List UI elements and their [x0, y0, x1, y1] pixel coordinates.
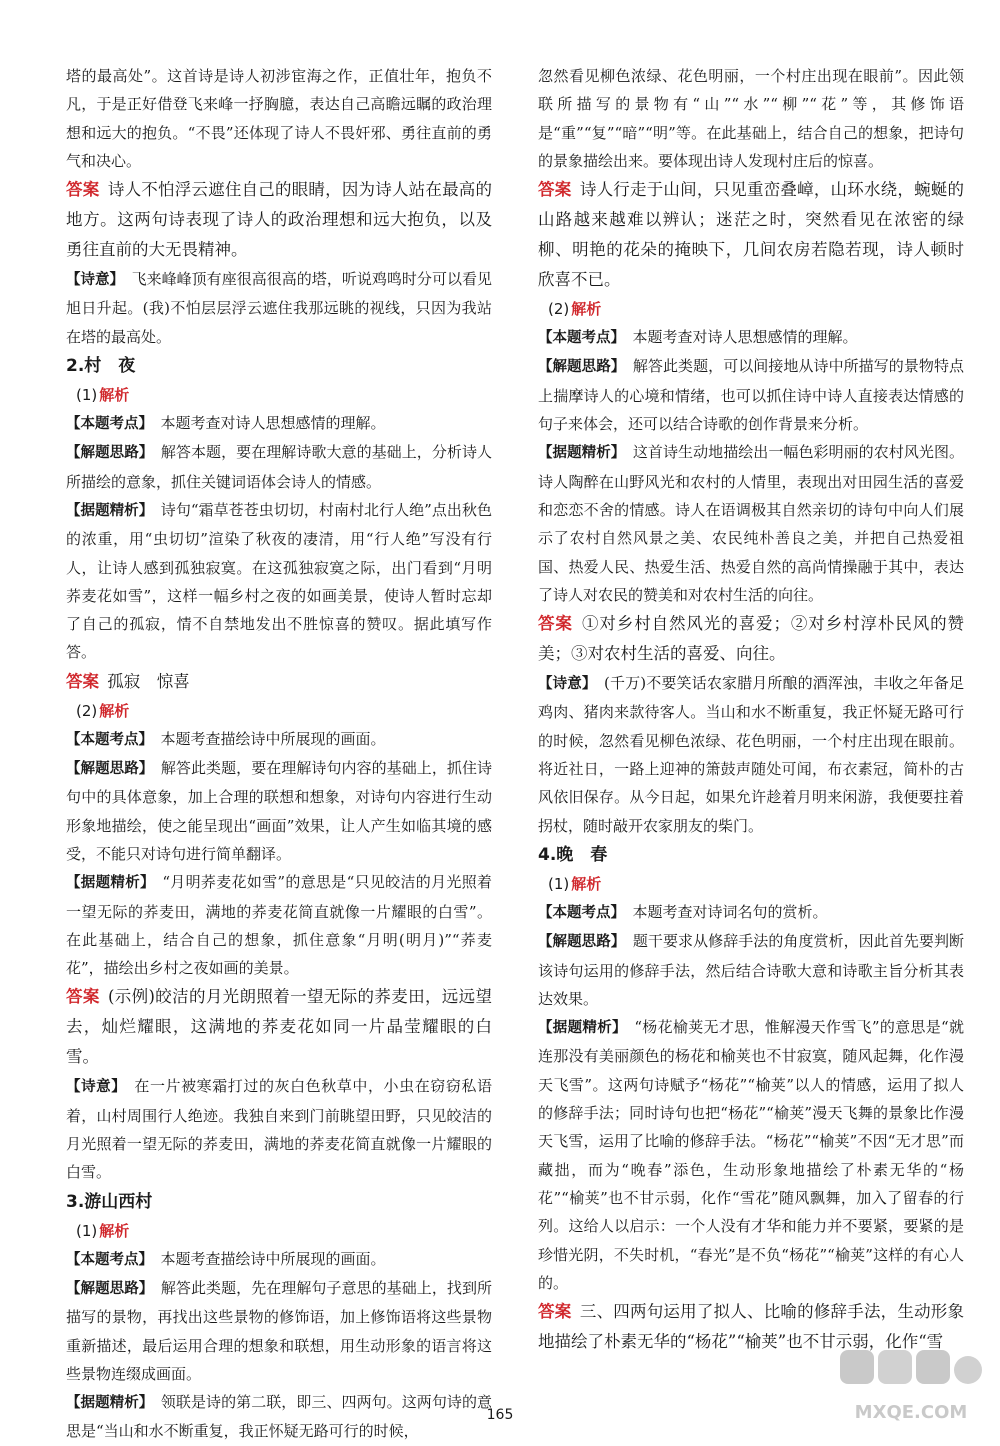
paragraph-text: 三、四两句运用了拟人、比喻的修辞手法，生动形象地描绘了朴素无华的“杨花”“榆荚”也不甘示弱，化作“雪	[538, 1302, 965, 1352]
paragraph-text: 本题考查对诗词名句的赏析。	[632, 902, 828, 921]
explanation-paragraph	[66, 1245, 492, 1274]
paragraph-text: (千万)不要笑话农家腊月所酿的酒浑浊，丰收之年备足鸡肉、猪肉来款待客人。当山和水不断重复，我正怀疑无路可行的时候，忽然看见柳色浓绿、花色明丽，一个村庄出现在眼前。将近社日，一路上迎神的箫鼓声随处可闻，布衣素冠，简朴的古风依旧保存。从今日起，如果允许趁着月明来闲游，我便要拄着拐杖，随时敲开农家朋友的柴门。	[538, 674, 964, 835]
answer-label: 答案	[538, 180, 572, 200]
explanation-paragraph	[538, 438, 964, 609]
explanation-paragraph	[538, 323, 964, 352]
explanation-paragraph	[538, 898, 964, 927]
section-tag: 【诗意】	[538, 676, 597, 693]
paragraph-text: 本题考查描绘诗中所展现的画面。	[160, 1249, 386, 1268]
answer-label: 答案	[538, 614, 573, 634]
watermark-logo	[836, 1346, 986, 1432]
explanation-paragraph	[538, 669, 964, 840]
section-tag: 【本题考点】	[66, 1251, 153, 1268]
section-heading: 2.村 夜	[66, 356, 136, 377]
paragraph-text: (示例)皎洁的月光朗照着一望无际的荞麦田，远远望去，灿烂耀眼，这满地的荞麦花如同一片晶莹耀眼的白雪。	[66, 987, 493, 1067]
answer-label: 答案	[538, 1302, 572, 1322]
section-tag: 【本题考点】	[538, 904, 625, 921]
answer-label: 答案	[66, 180, 100, 200]
paragraph-text: 诗人行走于山间，只见重峦叠嶂，山环水绕，蜿蜒的山路越来越难以辨认；迷茫之时，突然看见在浓密的绿柳、明艳的花朵的掩映下，几间农房若隐若现，诗人顿时欣喜不已。	[538, 180, 965, 290]
section-tag: 【解题思路】	[66, 1280, 154, 1297]
right-column	[538, 62, 964, 1357]
sub-question-label	[76, 1217, 492, 1245]
explanation-paragraph	[66, 409, 492, 438]
analysis-label: 解析	[571, 300, 602, 319]
page-number: 165	[486, 1407, 514, 1423]
analysis-label: 解析	[571, 874, 602, 893]
paragraph-text: 孤寂 惊喜	[107, 671, 190, 691]
section-tag: 【解题思路】	[66, 445, 154, 462]
section-heading: 4.晚 春	[538, 844, 608, 865]
answer-label: 答案	[66, 671, 99, 691]
explanation-paragraph	[66, 1072, 492, 1186]
paragraph-text: ①对乡村自然风光的喜爱；②对乡村淳朴民风的赞美；③对农村生活的喜爱、向往。	[538, 614, 964, 664]
sub-question-label	[76, 697, 492, 725]
sub-question-label	[76, 381, 492, 409]
explanation-paragraph	[66, 265, 492, 351]
answer-paragraph	[66, 667, 492, 697]
paragraph-text: 本题考查对诗人思想感情的理解。	[160, 414, 386, 433]
paragraph-text: 解答此类题，可以间接地从诗中所描写的景物特点上揣摩诗人的心境和情绪，也可以抓住诗中诗人直接表达情感的句子来体会，还可以结合诗歌的创作背景来分析。	[538, 357, 964, 434]
section-tag: 【本题考点】	[66, 416, 153, 433]
left-column	[66, 62, 492, 1446]
paragraph-text: 解答本题，要在理解诗歌大意的基础上，分析诗人所描绘的意象，抓住关键词语体会诗人的情感。	[66, 443, 492, 491]
explanation-paragraph	[538, 352, 964, 438]
explanation-paragraph	[66, 62, 492, 175]
sub-question-label	[548, 870, 964, 898]
answer-label: 答案	[66, 987, 100, 1007]
analysis-label: 解析	[99, 701, 130, 720]
answer-paragraph	[538, 609, 964, 669]
paragraph-text: 这首诗生动地描绘出一幅色彩明丽的农村风光图。诗人陶醉在山野风光和农村的人情里，表现出对田园生活的喜爱和恋恋不舍的情感。诗人在语调极其自然亲切的诗句中向人们展示了农村自然风景之美、农民纯朴善良之美，并把自己热爱祖国、热爱人民、热爱生活、热爱自然的高尚情操融于其中，表达了诗人对农民的赞美和对农村生活的向往。	[538, 443, 964, 604]
section-tag: 【本题考点】	[538, 330, 625, 347]
explanation-paragraph	[66, 868, 492, 982]
paragraph-text: 忽然看见柳色浓绿、花色明丽，一个村庄出现在眼前”。因此领联所描写的景物有“山”“水”“柳”“花”等，其修饰语是“重”“复”“暗”“明”等。在此基础上，结合自己的想象，把诗句的景象描绘出来。要体现出诗人发现村庄后的惊喜。	[538, 67, 964, 170]
section-tag: 【据题精析】	[66, 1395, 154, 1412]
analysis-label: 解析	[99, 386, 130, 405]
section-heading: 3.游山西村	[66, 1191, 153, 1212]
paragraph-text: “杨花榆荚无才思，惟解漫天作雪飞”的意思是“就连那没有美丽颜色的杨花和榆荚也不甘寂寞，随风起舞，化作漫天飞雪”。这两句诗赋予“杨花”“榆荚”以人的情感，运用了拟人的修辞手法；同时诗句也把“杨花”“榆荚”漫天飞舞的景象比作漫天飞雪，运用了比喻的修辞手法。“杨花”“榆荚”不因“无才思”而藏拙，而为“晚春”添色，生动形象地描绘了朴素无华的“杨花”“榆荚”也不甘示弱，化作“雪花”随风飘舞，加入了留春的行列。这给人以启示：一个人没有才华和能力并不要紧，要紧的是珍惜光阴，不失时机，“春光”是不负“杨花”“榆荚”这样的有心人的。	[538, 1018, 965, 1292]
analysis-label: 解析	[99, 1221, 130, 1240]
paragraph-text: 飞来峰峰顶有座很高很高的塔，听说鸡鸣时分可以看见旭日升起。(我)不怕层层浮云遮住我那远眺的视线，只因为我站在塔的最高处。	[66, 270, 492, 346]
sub-question-number: (2)	[76, 701, 98, 720]
paragraph-text: 诗句“霜草苍苍虫切切，村南村北行人绝”点出秋色的浓重，用“虫切切”渲染了秋夜的凄清，用“行人绝”写没有行人，让诗人感到孤独寂寞。在这孤独寂寞之际，出门看到“月明荞麦花如雪”，这样一幅乡村之夜的如画美景，使诗人暂时忘却了自己的孤寂，情不自禁地发出不胜惊喜的赞叹。据此填写作答。	[66, 500, 493, 662]
paragraph-text: 诗人不怕浮云遮住自己的眼睛，因为诗人站在最高的地方。这两句诗表现了诗人的政治理想和远大抱负，以及勇往直前的大无畏精神。	[66, 180, 493, 260]
paragraph-text: “月明荞麦花如雪”的意思是“只见皎洁的月光照着一望无际的荞麦田，满地的荞麦花简直就像一片耀眼的白雪”。在此基础上，结合自己的想象，抓住意象“月明(明月)”“荞麦花”，描绘出乡村之夜如画的美景。	[66, 873, 493, 978]
explanation-paragraph	[66, 725, 492, 754]
section-tag: 【诗意】	[66, 1079, 127, 1096]
explanation-paragraph	[66, 496, 492, 667]
answer-paragraph	[66, 982, 492, 1072]
paragraph-text: 解答此类题，先在理解句子意思的基础上，找到所描写的景物，再找出这些景物的修饰语，加上修饰语将这些景物重新描述，最后运用合理的想象和联想，用生动形象的语言将这些景物连缀成画面。	[66, 1278, 492, 1383]
paragraph-text: 领联是诗的第二联，即三、四两句。这两句诗的意思是“当山和水不断重复，我正怀疑无路可行的时候，	[66, 1393, 492, 1441]
paragraph-text: 题干要求从修辞手法的角度赏析，因此首先要判断该诗句运用的修辞手法，然后结合诗歌大意和诗歌主旨分析其表达效果。	[538, 932, 964, 1008]
section-tag: 【本题考点】	[66, 731, 153, 748]
explanation-paragraph	[66, 1274, 492, 1388]
paragraph-text: 本题考查对诗人思想感情的理解。	[632, 328, 858, 347]
answer-paragraph	[66, 175, 492, 265]
sub-question-number: (1)	[548, 874, 570, 893]
answer-paragraph	[538, 175, 964, 295]
section-tag: 【据题精析】	[66, 502, 154, 519]
explanation-paragraph	[538, 927, 964, 1013]
paragraph-text: 塔的最高处”。这首诗是诗人初涉宦海之作，正值壮年，抱负不凡，于是正好借登飞来峰一抒胸臆，表达自己高瞻远瞩的政治理想和远大的抱负。“不畏”还体现了诗人不畏奸邪、勇往直前的勇气和决心。	[66, 67, 492, 170]
paragraph-text: 解答此类题，要在理解诗句内容的基础上，抓住诗句中的具体意象，加上合理的联想和想象，对诗句内容进行生动形象地描绘，使之能呈现出“画面”效果，让人产生如临其境的感受，不能只对诗句进行简单翻译。	[66, 759, 492, 863]
explanation-paragraph	[66, 754, 492, 868]
section-tag: 【据题精析】	[538, 1020, 627, 1037]
explanation-paragraph	[538, 62, 964, 175]
explanation-paragraph	[66, 438, 492, 496]
section-tag: 【解题思路】	[538, 359, 626, 376]
section-tag: 【据题精析】	[538, 445, 626, 462]
section-tag: 【诗意】	[66, 272, 125, 289]
section-tag: 【解题思路】	[66, 761, 154, 778]
sub-question-number: (2)	[548, 300, 570, 319]
sub-question-label	[548, 295, 964, 323]
sub-question-number: (1)	[76, 386, 98, 405]
section-tag: 【据题精析】	[66, 875, 155, 892]
paragraph-text: 在一片被寒霜打过的灰白色秋草中，小虫在窃窃私语着，山村周围行人绝迹。我独自来到门前眺望田野，只见皎洁的月光照着一望无际的荞麦田，满地的荞麦花简直就像一片耀眼的白雪。	[66, 1077, 492, 1182]
sub-question-number: (1)	[76, 1221, 98, 1240]
paragraph-text: 本题考查描绘诗中所展现的画面。	[160, 729, 386, 748]
watermark-text: MXQE.COM	[854, 1402, 968, 1423]
section-tag: 【解题思路】	[538, 934, 626, 951]
explanation-paragraph	[538, 1013, 964, 1297]
